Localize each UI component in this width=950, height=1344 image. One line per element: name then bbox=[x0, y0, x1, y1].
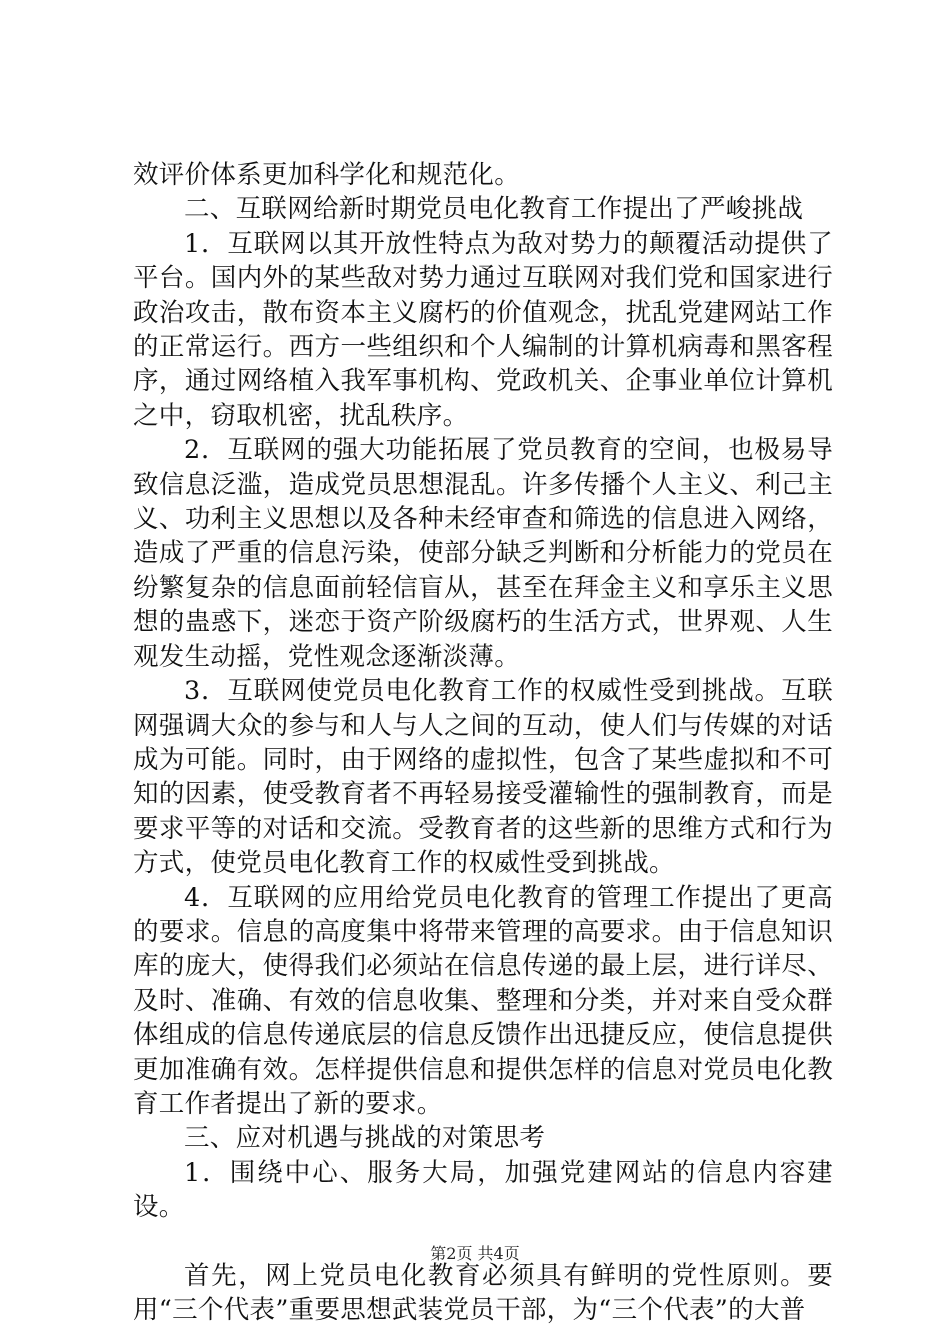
page-footer: 第2页 共4页 bbox=[430, 1244, 520, 1263]
paragraph-item-1: 1．互联网以其开放性特点为敌对势力的颠覆活动提供了平台。国内外的某些敌对势力通过互联网对我们党和国家进行政治攻击，散布资本主义腐朽的价值观念，扰乱党建网站工作的正常运行。西方一些组织和个人编制的计算机病毒和黑客程序，通过网络植入我军事机构、党政机关、企事业单位计算机之中，窃取机密，扰乱秩序。 bbox=[133, 228, 833, 431]
paragraph-item-4: 4．互联网的应用给党员电化教育的管理工作提出了更高的要求。信息的高度集中将带来管理的高要求。由于信息知识库的庞大，使得我们必须站在信息传递的最上层，进行详尽、及时、准确、有效的信息收集、整理和分类，并对来自受众群体组成的信息传递底层的信息反馈作出迅捷反应，使信息提供更加准确有效。怎样提供信息和提供怎样的信息对党员电化教育工作者提出了新的要求。 bbox=[133, 882, 833, 1119]
paragraph-item-2: 2．互联网的强大功能拓展了党员教育的空间，也极易导致信息泛滥，造成党员思想混乱。许多传播个人主义、利己主义、功利主义思想以及各种未经审查和筛选的信息进入网络，造成了严重的信息污染，使部分缺乏判断和分析能力的党员在纷繁复杂的信息面前轻信盲从，甚至在拜金主义和享乐主义思想的蛊惑下，迷恋于资产阶级腐朽的生活方式，世界观、人生观发生动摇，党性观念逐渐淡薄。 bbox=[133, 435, 833, 672]
paragraph-item-3: 3．互联网使党员电化教育工作的权威性受到挑战。互联网强调大众的参与和人与人之间的互动，使人们与传媒的对话成为可能。同时，由于网络的虚拟性，包含了某些虚拟和不可知的因素，使受教育者不再轻易接受灌输性的强制教育，而是要求平等的对话和交流。受教育者的这些新的思维方式和行为方式，使党员电化教育工作的权威性受到挑战。 bbox=[133, 676, 833, 879]
paragraph-continuation: 效评价体系更加科学化和规范化。 bbox=[133, 160, 521, 190]
subsection-heading-1: 1．围绕中心、服务大局，加强党建网站的信息内容建设。 bbox=[133, 1157, 833, 1223]
document-body bbox=[133, 158, 833, 1327]
section-heading-2: 二、互联网给新时期党员电化教育工作提出了严峻挑战 bbox=[184, 194, 804, 225]
paragraph-first-point: 首先，网上党员电化教育必须具有鲜明的党性原则。要用“三个代表”重要思想武装党员干部，为“三个代表”的大普 bbox=[133, 1260, 833, 1325]
section-heading-3: 三、应对机遇与挑战的对策思考 bbox=[184, 1123, 546, 1154]
